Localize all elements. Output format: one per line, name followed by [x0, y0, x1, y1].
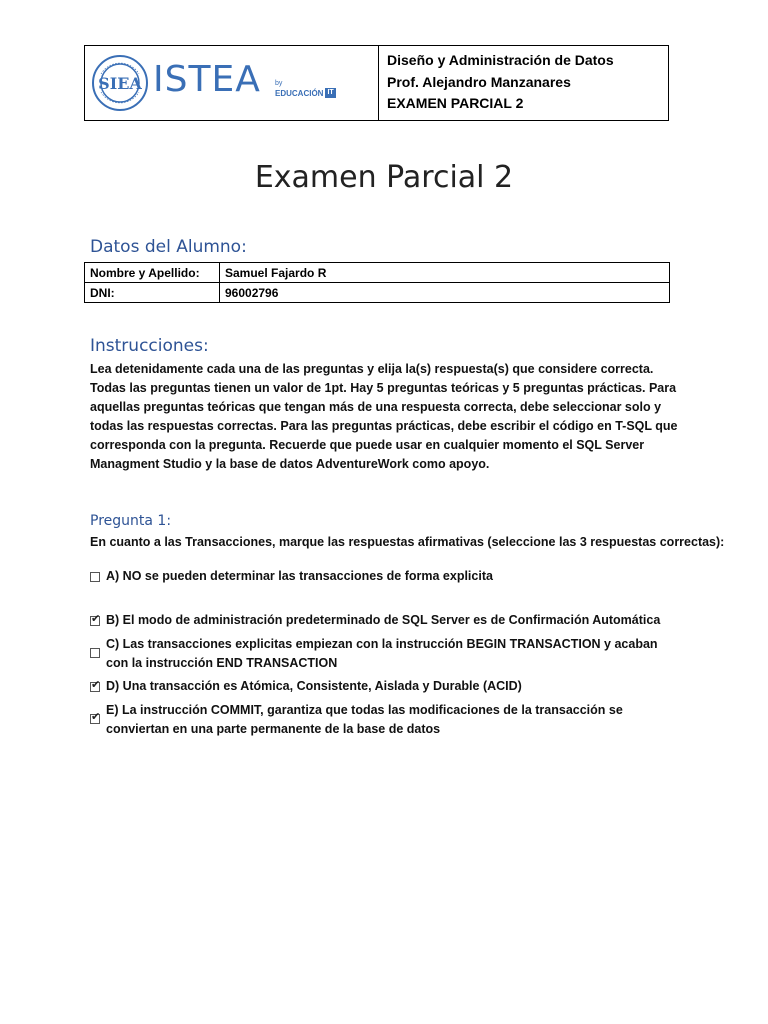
option-a[interactable]	[90, 567, 680, 586]
course-info-cell	[379, 46, 668, 120]
name-label: Nombre y Apellido:	[85, 263, 220, 283]
dni-value: 96002796	[220, 283, 670, 303]
option-b[interactable]	[90, 611, 680, 630]
instructions-heading: Instrucciones:	[90, 336, 209, 356]
header-table	[84, 45, 669, 121]
checkmark-icon: ✔	[91, 711, 101, 723]
option-d-text: D) Una transacción es Atómica, Consistente, Aislada y Durable (ACID)	[106, 679, 522, 693]
page-title: Examen Parcial 2	[254, 160, 514, 195]
logo-partner-name: EDUCACIÓN	[275, 88, 324, 98]
option-e[interactable]	[90, 701, 680, 739]
option-c-text: C) Las transacciones explicitas empiezan con la instrucción BEGIN TRANSACTION y acaban con la instrucción END TRANSACTION	[106, 637, 658, 670]
option-c[interactable]	[90, 635, 680, 673]
option-d[interactable]	[90, 677, 680, 696]
table-row	[85, 283, 670, 303]
checkmark-icon: ✔	[91, 679, 101, 691]
course-name: Diseño y Administración de Datos	[387, 52, 614, 68]
exam-label: EXAMEN PARCIAL 2	[387, 95, 524, 111]
logo-brand: ISTEA	[153, 59, 261, 100]
question-1-heading: Pregunta 1:	[90, 513, 172, 529]
student-data-heading: Datos del Alumno:	[90, 237, 247, 257]
question-1-prompt: En cuanto a las Transacciones, marque las respuestas afirmativas (seleccione las 3 respuestas correctas):	[90, 535, 725, 549]
dni-label: DNI:	[85, 283, 220, 303]
checkmark-icon: ✔	[91, 613, 101, 625]
svg-text:SIEA: SIEA	[98, 74, 142, 93]
logo-partner	[275, 88, 336, 98]
checkbox-e[interactable]	[90, 711, 101, 724]
checkbox-b[interactable]	[90, 613, 101, 626]
option-e-text: E) La instrucción COMMIT, garantiza que todas las modificaciones de la transacción se conviertan en una parte permanente de la base de datos	[106, 703, 623, 736]
checkbox-c[interactable]	[90, 648, 100, 658]
logo-by: by	[275, 80, 283, 87]
instructions-text: Lea detenidamente cada una de las preguntas y elija la(s) respuesta(s) que considere correcta. Todas las preguntas tienen un valor de 1pt. Hay 5 preguntas teóricas y 5 preguntas prácticas. Para aquellas preguntas teóricas que tengan más de una respuesta correcta, debe seleccionar solo y todas las respuestas correctas. Para las preguntas prácticas, debe escribir el código en T-SQL que corresponda con la pregunta. Recuerde que puede usar en cualquier momento el SQL Server Managment Studio y la base de datos AdventureWork como apoyo.	[90, 362, 678, 471]
checkbox-d[interactable]	[90, 679, 101, 692]
istea-seal-icon	[91, 54, 149, 112]
professor-name: Prof. Alejandro Manzanares	[387, 73, 571, 90]
checkbox-a[interactable]	[90, 572, 100, 582]
logo-partner-badge: IT	[327, 89, 334, 96]
logo-cell	[85, 46, 379, 120]
table-row	[85, 263, 670, 283]
name-value: Samuel Fajardo R	[220, 263, 670, 283]
option-a-text: A) NO se pueden determinar las transacciones de forma explicita	[106, 569, 493, 583]
option-b-text: B) El modo de administración predeterminado de SQL Server es de Confirmación Automática	[106, 613, 661, 627]
student-data-table	[84, 262, 670, 303]
